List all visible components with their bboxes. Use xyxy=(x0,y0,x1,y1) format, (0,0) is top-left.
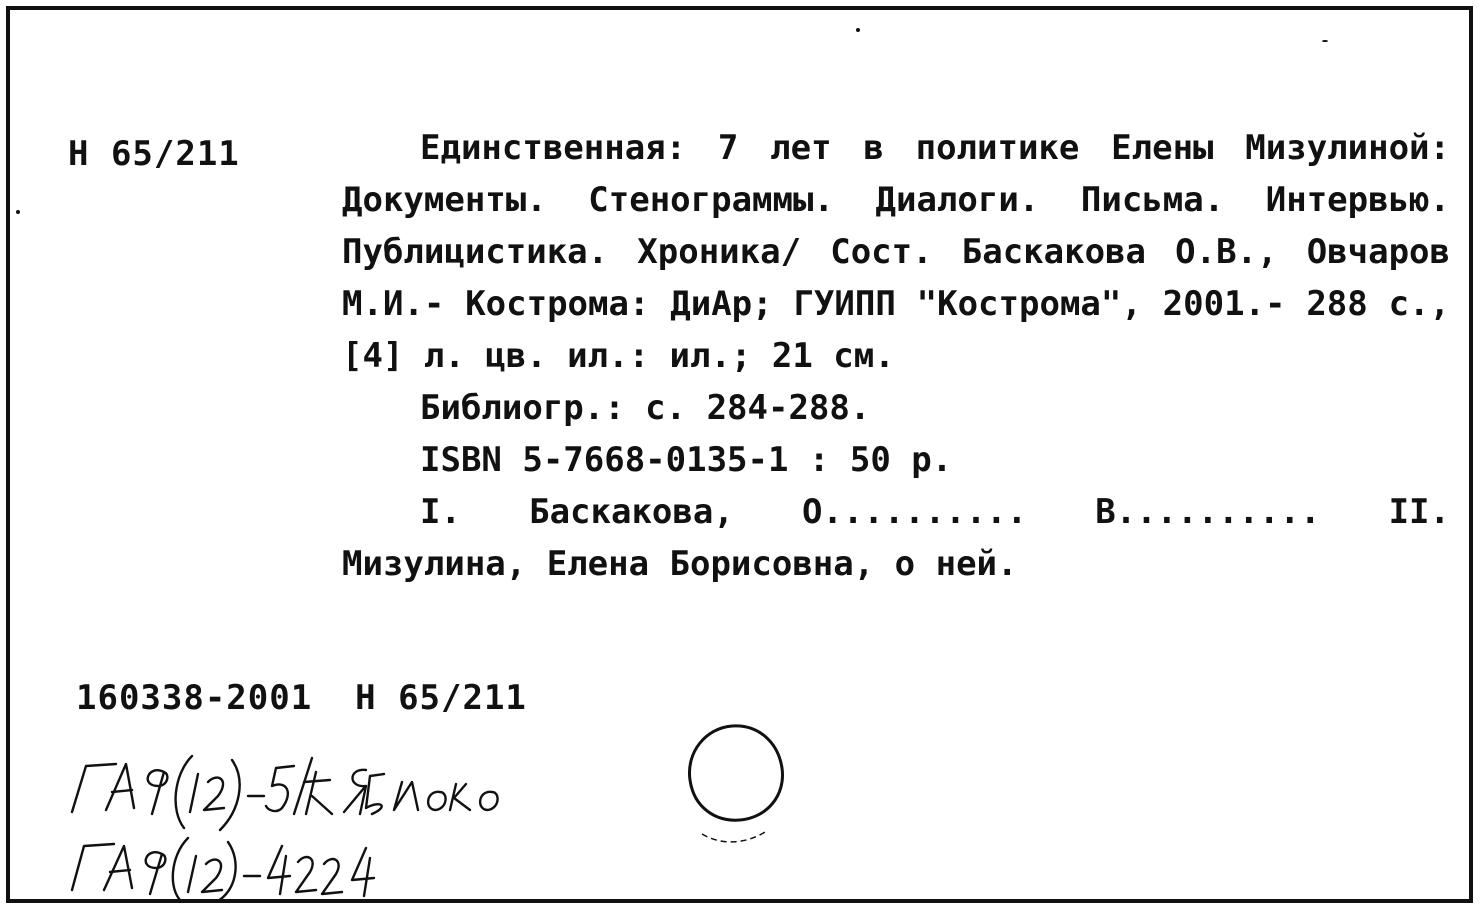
description: Единственная: 7 лет в политике Елены Мизулиной: Документы. Стенограммы. Диалоги. Письма. Интервью. Публицистика. Хроника/ Сост. Баскакова О.В., Овчаров М.И.- Кострома: ДиАр; ГУИПП "Кострома", 2001.- 288 с., [4] л. цв. ил.: ил.; 21 см. xyxy=(342,128,1450,376)
isbn-price: ISBN 5-7668-0135-1 : 50 р. xyxy=(420,440,953,480)
handwritten-notes xyxy=(68,752,628,902)
bibliographic-entry xyxy=(342,122,1450,590)
speck xyxy=(1322,40,1328,42)
inventory-line xyxy=(76,678,527,718)
subject-headings: I. Баскакова, О.......... В.......... II. Мизулина, Елена Борисовна, о ней. xyxy=(342,492,1450,584)
shelfmark: Н 65/211 xyxy=(68,134,240,174)
inventory-shelfmark: Н 65/211 xyxy=(355,678,527,718)
catalog-card xyxy=(6,6,1473,903)
inventory-number: 160338-2001 xyxy=(76,678,313,718)
circle-mark xyxy=(682,722,792,852)
bibliography-note: Библиогр.: с. 284-288. xyxy=(420,388,871,428)
speck xyxy=(16,210,20,214)
speck xyxy=(856,28,860,32)
